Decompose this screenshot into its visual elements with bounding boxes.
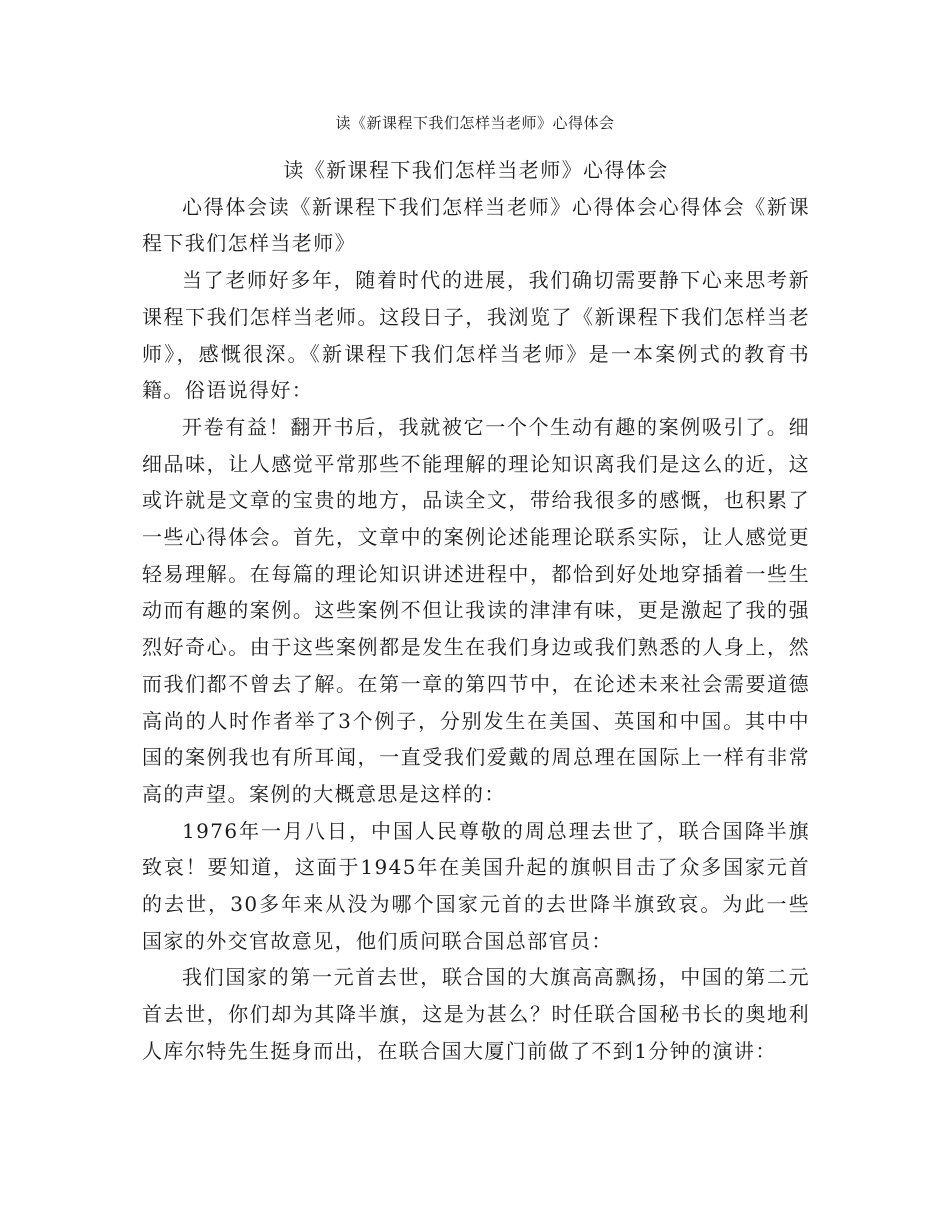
page-header: 读《新课程下我们怎样当老师》心得体会 bbox=[335, 114, 615, 132]
paragraph: 1976年一月八日，中国人民尊敬的周总理去世了，联合国降半旗致哀！要知道，这面于1945年在美国升起的旗帜目击了众多国家元首的去世，30多年来从没为哪个国家元首的去世降半旗致哀。为此一些国家的外交官故意见，他们质问联合国总部官员： bbox=[142, 818, 810, 953]
paragraph: 心得体会读《新课程下我们怎样当老师》心得体会心得体会《新课程下我们怎样当老师》 bbox=[142, 194, 810, 256]
paragraph: 当了老师好多年，随着时代的进展，我们确切需要静下心来思考新课程下我们怎样当老师。这段日子，我浏览了《新课程下我们怎样当老师》，感慨很深。《新课程下我们怎样当老师》是一本案例式的教育书籍。俗语说得好： bbox=[142, 268, 810, 403]
article-body bbox=[142, 152, 810, 1070]
paragraph: 开卷有益！翻开书后，我就被它一个个生动有趣的案例吸引了。细细品味，让人感觉平常那些不能理解的理论知识离我们是这么的近，这或许就是文章的宝贵的地方，品读全文，带给我很多的感慨，也积累了一些心得体会。首先，文章中的案例论述能理论联系实际，让人感觉更轻易理解。在每篇的理论知识讲述进程中，都恰到好处地穿插着一些生动而有趣的案例。这些案例不但让我读的津津有味，更是激起了我的强烈好奇心。由于这些案例都是发生在我们身边或我们熟悉的人身上，然而我们都不曾去了解。在第一章的第四节中，在论述未来社会需要道德高尚的人时作者举了3个例子，分别发生在美国、英国和中国。其中中国的案例我也有所耳闻，一直受我们爱戴的周总理在国际上一样有非常高的声望。案例的大概意思是这样的： bbox=[142, 414, 810, 806]
article-title: 读《新课程下我们怎样当老师》心得体会 bbox=[283, 158, 669, 182]
paragraph: 我们国家的第一元首去世，联合国的大旗高高飘扬，中国的第二元首去世，你们却为其降半旗，这是为甚么？时任联合国秘书长的奥地利人库尔特先生挺身而出，在联合国大厦门前做了不到1分钟的演讲： bbox=[142, 965, 810, 1063]
